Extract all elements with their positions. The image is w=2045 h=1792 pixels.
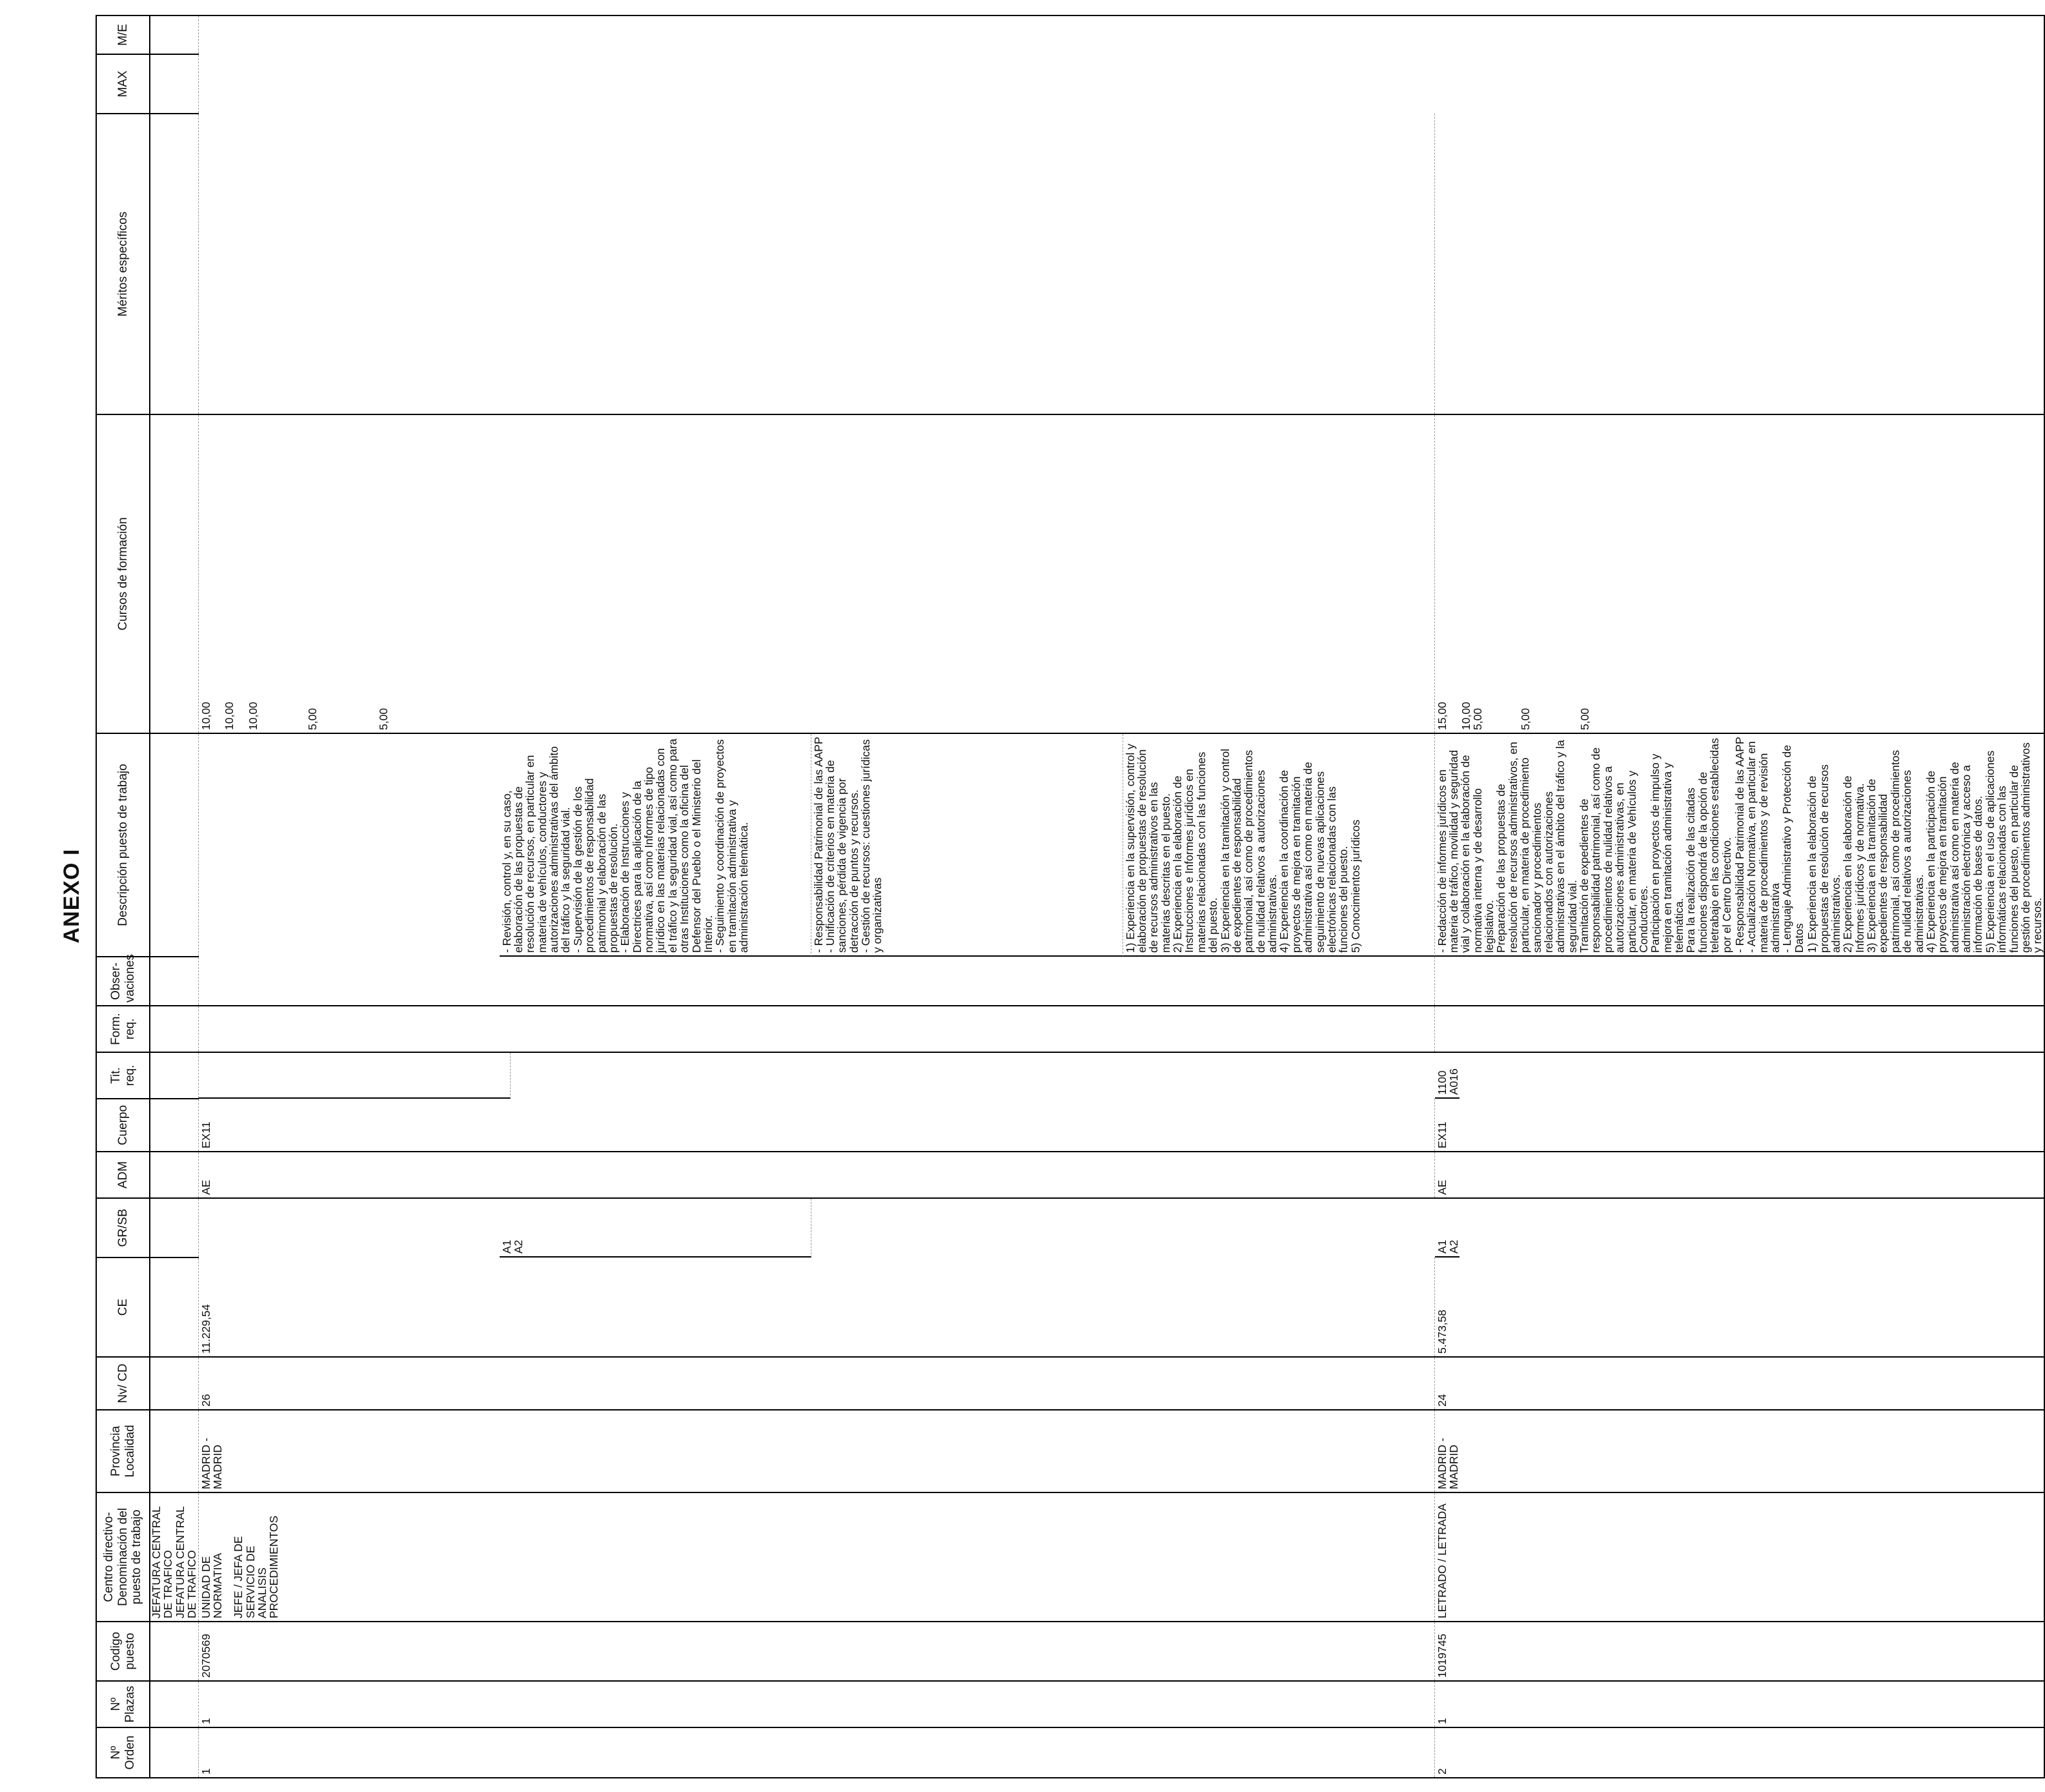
score-4: 5,00 (305, 708, 319, 730)
codigo-cell: 1019745 (1435, 1622, 2044, 1681)
ce-cell: 11.229,54 (198, 1257, 1435, 1357)
header-codigo: Codigo puesto (96, 1622, 150, 1681)
adm-cell: AE (1435, 1152, 2044, 1198)
header-adm: ADM (96, 1152, 150, 1198)
nivel-cell: 24 (1435, 1357, 2044, 1410)
cuerpo-cell: EX11 (1435, 1099, 2044, 1152)
grsb-cell: A1 A2 (1435, 1199, 1460, 1257)
header-obs: Obser- vaciones (96, 957, 150, 1006)
form-cell (198, 1006, 1435, 1052)
header-meritos: Méritos específicos (96, 114, 150, 414)
score-1: 15,00 (1436, 702, 1449, 730)
header-row (96, 15, 150, 1778)
header-grsb: GR/SB (96, 1198, 150, 1257)
header-tit: Tit. req. (96, 1052, 150, 1099)
tit-cell: 1100 A016 (1435, 1053, 1460, 1099)
organization-cell (150, 1492, 198, 1622)
score-3: 5,00 (1471, 708, 1485, 730)
descripcion-cell: - Redacción de informes jurídicos en materia de tráfico, movilidad y seguridad vial y colaboración en la elaboración de normativa interna y de desarrollo legislativo. Preparación de las propuestas de resolución de recursos administrativos, en particular, en materia de procedimiento sancionador y procedimientos relacionados con autorizaciones administrativas en el ámbito del tráfico y la seguridad vial. Tramitación de expedientes de responsabilidad patrimonial, así como de procedimientos de nulidad relativos a autorizaciones administrativas, en particular, en materia de Vehículos y Conductores. Participación en proyectos de impulso y mejora en tramitación administrativa y telemática. Para la realización de las citadas funciones dispondrá de la opción de teletrabajo en las condiciones establecidas por el Centro Directivo. (1435, 734, 1733, 957)
score-2: 10,00 (223, 702, 236, 730)
header-ce: CE (96, 1257, 150, 1357)
header-plazas: Nº Plazas (96, 1681, 150, 1727)
score-5: 5,00 (1578, 708, 1591, 730)
orden-cell: 1 (198, 1727, 1435, 1778)
denominacion-cell (198, 1492, 1435, 1622)
adm-cell: AE (198, 1152, 1435, 1198)
score-2: 10,00 (1459, 702, 1472, 730)
header-form: Form. req. (96, 1006, 150, 1052)
form-cell (1435, 1006, 2044, 1052)
header-provincia: Provincia Localidad (96, 1410, 150, 1492)
obs-cell (1435, 957, 2044, 1006)
header-orden: Nº Orden (96, 1727, 150, 1778)
cursos-cell: - Responsabilidad Patrimonial de las AAPP - Actualización Normativa, en particular en materia de procedimientos y de revisión administrativa - Lenguaje Administrativo y Protección de Datos (1733, 734, 1805, 957)
plazas-cell: 1 (1435, 1681, 2044, 1727)
meritos-cell: 1) Experiencia en la elaboración de propuestas de resolución de recursos administrativos. 2) Experiencia en la elaboración de Informes jurídicos y de normativa. 3) Experiencia en la tramitación de expedientes de responsabilidad patrimonial, así como de procedimientos de nulidad relativos a autorizaciones administrativas. 4) Experiencia en la participación de proyectos de mejora en tramitación administrativa así como en materia de administración electrónica y acceso a información de bases de datos. 5) Experiencia en el uso de aplicaciones informáticas relacionadas con las funciones del puesto, en particular de gestión de procedimientos administrativos y recursos. (1805, 734, 2044, 957)
denominacion-text: JEFE / JEFA DE SERVICIO DE ANALISIS PROCEDIMIENTOS (232, 1515, 281, 1618)
scores-cell (198, 414, 1435, 733)
denominacion-cell: LETRADO / LETRADA (1435, 1492, 2044, 1622)
plazas-cell: 1 (198, 1681, 1435, 1727)
header-descripcion: Descripción puesto de trabajo (96, 733, 150, 957)
obs-cell (198, 957, 1435, 1006)
descripcion-cell: - Revisión, control y, en su caso, elaboración de las propuestas de resolución de recursos, en particular en materia de vehículos, conductores y autorizaciones administrativas del ámbito del tráfico y la seguridad vial. - Supervisión de la gestión de los procedimientos de responsabilidad patrimonial y elaboración de las propuestas de resolución. - Elaboración de Instrucciones y Directrices para la aplicación de la normativa, así como Informes de tipo jurídico en las materias relacionadas con el tráfico y la seguridad vial, así como para otras Instituciones como la oficina del Defensor del Pueblo o el Ministerio del Interior. - Seguimiento y coordinación de proyectos en tramitación administrativa y administración telemática. (500, 734, 811, 957)
provincia-cell: MADRID - MADRID (198, 1410, 1435, 1492)
ce-cell: 5.473,58 (1435, 1257, 2044, 1357)
grsb-cell: A1 A2 (500, 1199, 811, 1257)
organization-row (150, 15, 198, 1778)
scores-cell (1435, 414, 2044, 733)
header-nivel: Nv/ CD (96, 1357, 150, 1410)
header-cuerpo: Cuerpo (96, 1099, 150, 1152)
provincia-cell: MADRID - MADRID (1435, 1410, 2044, 1492)
me-cell (198, 114, 1435, 414)
table-row (1435, 15, 2044, 1778)
org-line-1: JEFATURA CENTRAL DE TRAFICO (150, 1506, 175, 1618)
header-centro: Centro directivo-Denominación del puesto de trabajo (96, 1492, 150, 1622)
nivel-cell: 26 (198, 1357, 1435, 1410)
positions-table (96, 15, 2045, 1778)
org-line-2: JEFATURA CENTRAL DE TRAFICO (173, 1506, 199, 1618)
score-3: 10,00 (247, 702, 259, 730)
cuerpo-cell: EX11 (198, 1099, 1435, 1152)
table-row (198, 15, 1435, 1778)
page-title: ANEXO I (59, 848, 84, 944)
score-4: 5,00 (1518, 708, 1532, 730)
header-me: M/E (96, 15, 150, 54)
org-line-3: UNIDAD DE NORMATIVA (199, 1553, 224, 1618)
score-1: 10,00 (199, 702, 212, 730)
cursos-cell: - Responsabilidad Patrimonial de las AAPP - Unificación de criterios en materia de sanciones, pérdida de vigencia por detracción de puntos y recursos. - Gestión de recursos: cuestiones jurídicas y organizativas (811, 734, 1123, 957)
codigo-cell: 2070569 (198, 1622, 1435, 1681)
tit-cell (199, 1053, 511, 1099)
header-cursos: Cursos de formación (96, 414, 150, 733)
orden-cell: 2 (1436, 1768, 1449, 1775)
score-5: 5,00 (377, 708, 391, 730)
meritos-cell: 1) Experiencia en la supervisión, control y elaboración de propuestas de resolución de recursos administrativos en las materias descritas en el puesto. 2) Experiencia en la elaboración de Instrucciones e Informes jurídicos en materias relacionadas con las funciones del puesto. 3) Experiencia en la tramitación y control de expedientes de responsabilidad patrimonial, así como de procedimientos de nulidad relativos a autorizaciones administrativas. 4) Experiencia en la coordinación de proyectos de mejora en tramitación administrativa así como en materia de seguimiento de nuevas aplicaciones electrónicas relacionadas con las funciones del puesto. 5) Conocimientos jurídicos (1123, 734, 1435, 957)
header-max: MAX (96, 54, 150, 114)
me-cell (1435, 114, 2044, 414)
